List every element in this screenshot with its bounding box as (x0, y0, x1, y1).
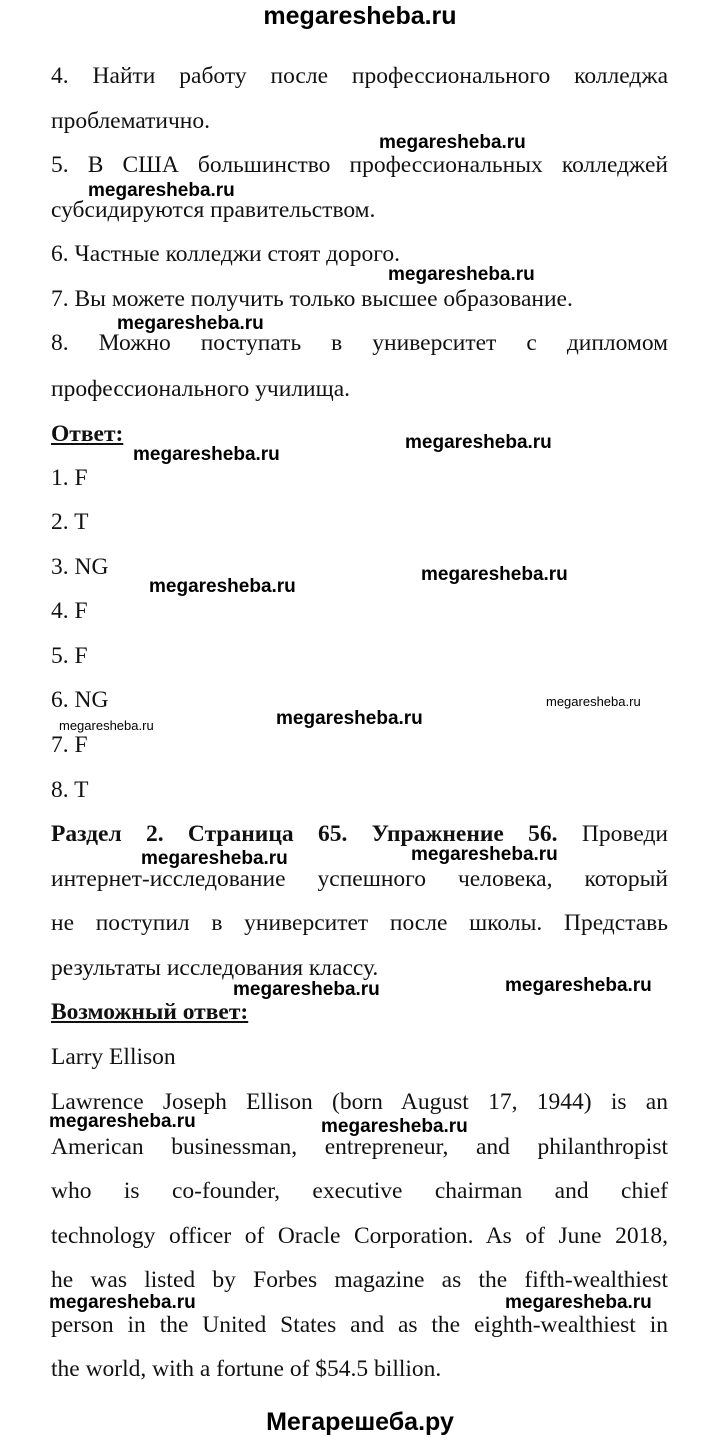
statement-5-line2: субсидируются правительством. (51, 197, 376, 223)
task-reference: Раздел 2. Страница 65. Упражнение 56. (51, 821, 558, 847)
answer-item: 6. NG (51, 687, 109, 713)
task-line1 (51, 820, 668, 848)
watermark: megaresheba.ru (133, 444, 280, 465)
answer-item: 1. F (51, 465, 88, 491)
biography-line: person in the United States and as the eighth-wealthiest in (51, 1312, 668, 1338)
biography-line: who is co-founder, executive chairman and chief (51, 1178, 668, 1204)
possible-answer-heading: Возможный ответ: (51, 999, 249, 1025)
watermark: megaresheba.ru (233, 979, 380, 1000)
watermark: megaresheba.ru (88, 180, 235, 201)
statement-4-line2: проблематично. (51, 108, 211, 134)
answer-heading: Ответ: (51, 421, 124, 447)
answer-item: 7. F (51, 732, 88, 758)
watermark: megaresheba.ru (388, 264, 535, 285)
biography-title: Larry Ellison (51, 1044, 176, 1070)
answer-item: 2. T (51, 509, 89, 535)
task-text-start: Проведи (581, 821, 668, 847)
biography-line: the world, with a fortune of $54.5 billion. (51, 1356, 442, 1382)
watermark: megaresheba.ru (505, 1292, 652, 1313)
watermark: megaresheba.ru (405, 432, 552, 453)
task-line4: результаты исследования классу. (51, 955, 379, 981)
watermark: megaresheba.ru (546, 694, 641, 709)
watermark: megaresheba.ru (49, 1292, 196, 1313)
task-line3: не поступил в университет после школы. Представь (51, 910, 668, 936)
watermark: megaresheba.ru (379, 132, 526, 153)
statement-8-line1: 8. Можно поступать в университет с дипломом (51, 330, 668, 356)
site-header: megaresheba.ru (263, 2, 457, 30)
statement-4-line1: 4. Найти работу после профессионального колледжа (51, 63, 668, 89)
watermark: megaresheba.ru (411, 844, 558, 865)
answer-item: 4. F (51, 598, 88, 624)
biography-line: technology officer of Oracle Corporation. As of June 2018, (51, 1223, 668, 1249)
statement-6: 6. Частные колледжи стоят дорого. (51, 241, 400, 267)
answer-item: 3. NG (51, 554, 109, 580)
task-line2: интернет-исследование успешного человека, который (51, 866, 668, 892)
watermark: megaresheba.ru (117, 313, 264, 334)
watermark: megaresheba.ru (141, 848, 288, 869)
watermark: megaresheba.ru (59, 718, 154, 733)
biography-line: American businessman, entrepreneur, and philanthropist (51, 1134, 668, 1160)
watermark: megaresheba.ru (276, 708, 423, 729)
watermark: megaresheba.ru (49, 1111, 196, 1132)
answer-item: 5. F (51, 643, 88, 669)
biography-line: he was listed by Forbes magazine as the fifth-wealthiest (51, 1267, 668, 1293)
site-footer: Мегарешеба.ру (266, 1408, 454, 1436)
statement-5-line1: 5. В США большинство профессиональных колледжей (51, 152, 668, 178)
watermark: megaresheba.ru (149, 576, 296, 597)
watermark: megaresheba.ru (505, 975, 652, 996)
statement-7: 7. Вы можете получить только высшее образование. (51, 286, 573, 312)
answer-item: 8. T (51, 777, 89, 803)
statement-8-line2: профессионального училища. (51, 376, 351, 402)
watermark: megaresheba.ru (321, 1116, 468, 1137)
watermark: megaresheba.ru (421, 564, 568, 585)
biography-line: Lawrence Joseph Ellison (born August 17, 1944) is an (51, 1089, 668, 1115)
